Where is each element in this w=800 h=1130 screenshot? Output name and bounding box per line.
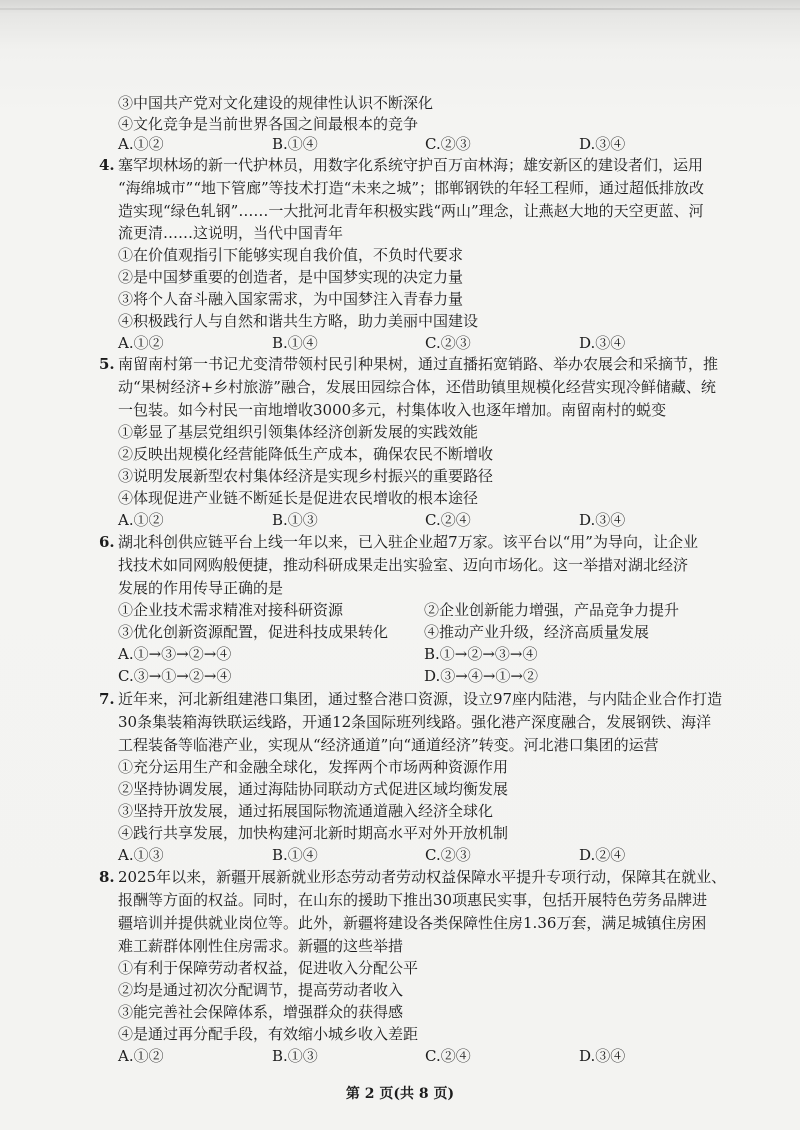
answer-choice-a: A.①②	[118, 1047, 164, 1065]
answer-choice-b: B.①③	[272, 511, 318, 529]
stem-line: 造实现“绿色轧钢”……一大批河北青年积极实践“两山”理念，让燕赵大地的天空更蓝、河	[118, 202, 704, 220]
stem-line: 发展的作用传导正确的是	[118, 579, 284, 597]
stem-line: 疆培训并提供就业岗位等。此外，新疆将建设各类保障性住房1.36万套，满足城镇住房困	[118, 914, 707, 932]
answer-choice-d: D.③④	[579, 334, 626, 352]
answer-choice-c: C.②③	[425, 334, 471, 352]
statement-2: ②均是通过初次分配调节，提高劳动者收入	[118, 981, 404, 999]
statement-4: ④推动产业升级，经济高质量发展	[424, 623, 650, 641]
stem-line: 30条集装箱海铁联运线路，开通12条国际班列线路。强化港产深度融合，发展钢铁、海洋	[118, 713, 712, 731]
answer-choice-a: A.①③	[118, 846, 164, 864]
stem-line: 湖北科创供应链平台上线一年以来，已入驻企业超7万家。该平台以“用”为导向，让企业	[118, 533, 698, 551]
question-number: 6.	[99, 533, 115, 551]
stem-line: 2025年以来，新疆开展新就业形态劳动者劳动权益保障水平提升专项行动，保障其在就业、	[118, 868, 727, 886]
statement-1: ①在价值观指引下能够实现自我价值，不负时代要求	[118, 246, 464, 264]
answer-choice-c: C.②③	[425, 135, 471, 153]
stem-line: “海绵城市”“地下管廊”等技术打造“未来之城”；邯郸钢铁的年轻工程师，通过超低排放改	[118, 179, 705, 197]
statement-2: ②反映出规模化经营能降低生产成本，确保农民不断增收	[118, 445, 494, 463]
stem-line: 塞罕坝林场的新一代护林员，用数字化系统守护百万亩林海；雄安新区的建设者们，运用	[118, 156, 704, 174]
statement-2: ②企业创新能力增强，产品竞争力提升	[424, 601, 680, 619]
stem-line: 近年来，河北新组建港口集团，通过整合港口资源，设立97座内陆港，与内陆企业合作打造	[118, 690, 723, 708]
answer-choice-d: D.③→④→①→②	[424, 667, 538, 685]
question-number: 4.	[99, 156, 115, 174]
statement-3: ③优化创新资源配置，促进科技成果转化	[118, 623, 389, 641]
stem-line: 流更清……这说明，当代中国青年	[118, 224, 344, 242]
answer-choice-b: B.①→②→③→④	[424, 645, 538, 663]
question-number: 5.	[99, 355, 115, 373]
page-number: 第 2 页(共 8 页)	[345, 1086, 455, 1102]
answer-choice-d: D.③④	[579, 1047, 626, 1065]
stem-line: 工程装备等临港产业，实现从“经济通道”向“通道经济”转变。河北港口集团的运营	[118, 736, 659, 754]
statement-4: ④是通过再分配手段，有效缩小城乡收入差距	[118, 1025, 419, 1043]
statement-1: ①充分运用生产和金融全球化，发挥两个市场两种资源作用	[118, 758, 509, 776]
statement-4: ④体现促进产业链不断延长是促进农民增收的根本途径	[118, 489, 479, 507]
stem-line: 难工薪群体刚性住房需求。新疆的这些举措	[118, 937, 404, 955]
answer-choice-a: A.①②	[118, 135, 164, 153]
statement-2: ②坚持协调发展，通过海陆协同联动方式促进区域均衡发展	[118, 780, 509, 798]
statement-3: ③能完善社会保障体系，增强群众的获得感	[118, 1003, 404, 1021]
statement-4: ④文化竞争是当前世界各国之间最根本的竞争	[118, 115, 419, 133]
statement-1: ①企业技术需求精准对接科研资源	[118, 601, 344, 619]
answer-choice-c: C.③→①→②→④	[118, 667, 232, 685]
statement-4: ④积极践行人与自然和谐共生方略，助力美丽中国建设	[118, 312, 479, 330]
statement-4: ④践行共享发展，加快构建河北新时期高水平对外开放机制	[118, 824, 509, 842]
statement-3: ③说明发展新型农村集体经济是实现乡村振兴的重要路径	[118, 467, 494, 485]
statement-2: ②是中国梦重要的创造者，是中国梦实现的决定力量	[118, 268, 464, 286]
answer-choice-d: D.②④	[579, 846, 626, 864]
answer-choice-c: C.②④	[425, 1047, 471, 1065]
answer-choice-c: C.②③	[425, 846, 471, 864]
stem-line: 报酬等方面的权益。同时，在山东的援助下推出30项惠民实事，包括开展特色劳务品牌进	[118, 891, 708, 909]
answer-choice-b: B.①④	[272, 334, 318, 352]
answer-choice-a: A.①②	[118, 334, 164, 352]
answer-choice-b: B.①③	[272, 1047, 318, 1065]
stem-line: 南留南村第一书记尤变清带领村民引种果树，通过直播拓宽销路、举办农展会和采摘节，推	[118, 355, 719, 373]
answer-choice-d: D.③④	[579, 135, 626, 153]
scan-edge-shadow	[0, 8, 800, 10]
answer-choice-b: B.①④	[272, 846, 318, 864]
answer-choice-b: B.①④	[272, 135, 318, 153]
statement-3: ③中国共产党对文化建设的规律性认识不断深化	[118, 94, 434, 112]
stem-line: 动“果树经济+乡村旅游”融合，发展田园综合体，还借助镇里规模化经营实现冷鲜储藏、统	[118, 378, 716, 396]
stem-line: 一包装。如今村民一亩地增收3000多元，村集体收入也逐年增加。南留南村的蜕变	[118, 401, 667, 419]
answer-choice-a: A.①→③→②→④	[118, 645, 232, 663]
answer-choice-a: A.①②	[118, 511, 164, 529]
question-number: 7.	[99, 690, 115, 708]
statement-1: ①有利于保障劳动者权益，促进收入分配公平	[118, 959, 419, 977]
question-number: 8.	[99, 868, 115, 886]
answer-choice-d: D.③④	[579, 511, 626, 529]
statement-3: ③坚持开放发展，通过拓展国际物流通道融入经济全球化	[118, 802, 494, 820]
statement-1: ①彰显了基层党组织引领集体经济创新发展的实践效能	[118, 423, 479, 441]
answer-choice-c: C.②④	[425, 511, 471, 529]
statement-3: ③将个人奋斗融入国家需求，为中国梦注入青春力量	[118, 290, 464, 308]
stem-line: 找技术如同网购般便捷，推动科研成果走出实验室、迈向市场化。这一举措对湖北经济	[118, 556, 689, 574]
